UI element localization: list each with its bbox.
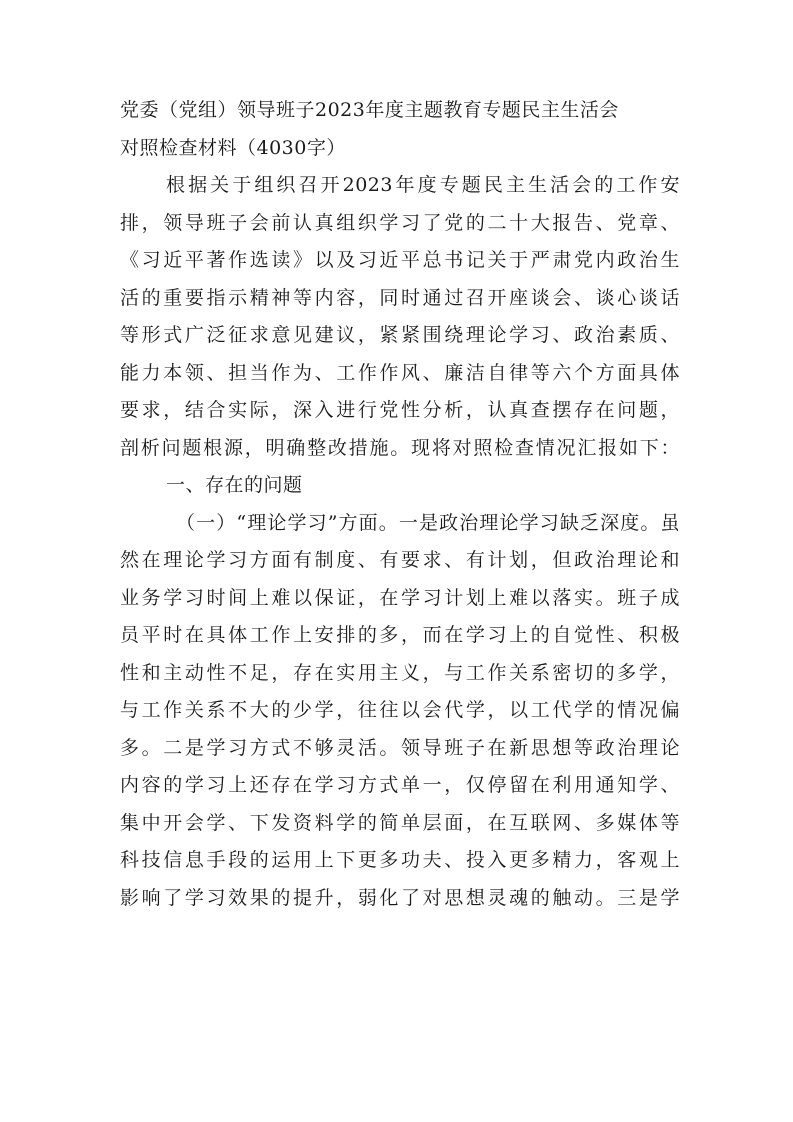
body-line-10: 科技信息手段的运用上下更多功夫、投入更多精力，客观上 [120, 849, 680, 871]
body-line-8: 内容的学习上还存在学习方式单一，仅停留在利用通知学、 [120, 774, 680, 796]
document-title-line-1: 党委（党组）领导班子2023年度主题教育专题民主生活会 [120, 99, 619, 121]
body-line-2: 然在理论学习方面有制度、有要求、有计划，但政治理论和 [120, 549, 680, 571]
document-title-line-2: 对照检查材料（4030字） [120, 136, 346, 159]
intro-line-5: 等形式广泛征求意见建议，紧紧围绕理论学习、政治素质、 [120, 324, 680, 346]
intro-line-6: 能力本领、担当作为、工作作风、廉洁自律等六个方面具体 [120, 361, 680, 384]
section-heading: 一、存在的问题 [166, 474, 303, 496]
body-line-5: 性和主动性不足，存在实用主义，与工作关系密切的多学， [120, 661, 680, 684]
intro-line-1: 根据关于组织召开2023年度专题民主生活会的工作安 [166, 174, 680, 196]
intro-line-8: 剖析问题根源，明确整改措施。现将对照检查情况汇报如下： [120, 436, 680, 459]
body-line-4: 员平时在具体工作上安排的多，而在学习上的自觉性、积极 [120, 624, 680, 646]
document-body [120, 92, 680, 917]
body-line-9: 集中开会学、下发资料学的简单层面，在互联网、多媒体等 [120, 811, 680, 834]
intro-line-3: 《习近平著作选读》以及习近平总书记关于严肃党内政治生 [120, 249, 680, 271]
body-line-11: 影响了学习效果的提升，弱化了对思想灵魂的触动。三是学 [120, 886, 680, 909]
intro-line-2: 排，领导班子会前认真组织学习了党的二十大报告、党章、 [120, 211, 680, 234]
body-line-1: （一）“理论学习”方面。一是政治理论学习缺乏深度。虽 [176, 511, 680, 534]
body-line-3: 业务学习时间上难以保证，在学习计划上难以落实。班子成 [120, 586, 680, 609]
intro-line-4: 活的重要指示精神等内容，同时通过召开座谈会、谈心谈话 [120, 286, 680, 309]
body-line-6: 与工作关系不大的少学，往往以会代学，以工代学的情况偏 [120, 699, 680, 721]
intro-line-7: 要求，结合实际，深入进行党性分析，认真查摆存在问题， [120, 399, 680, 421]
body-line-7: 多。二是学习方式不够灵活。领导班子在新思想等政治理论 [120, 736, 680, 759]
